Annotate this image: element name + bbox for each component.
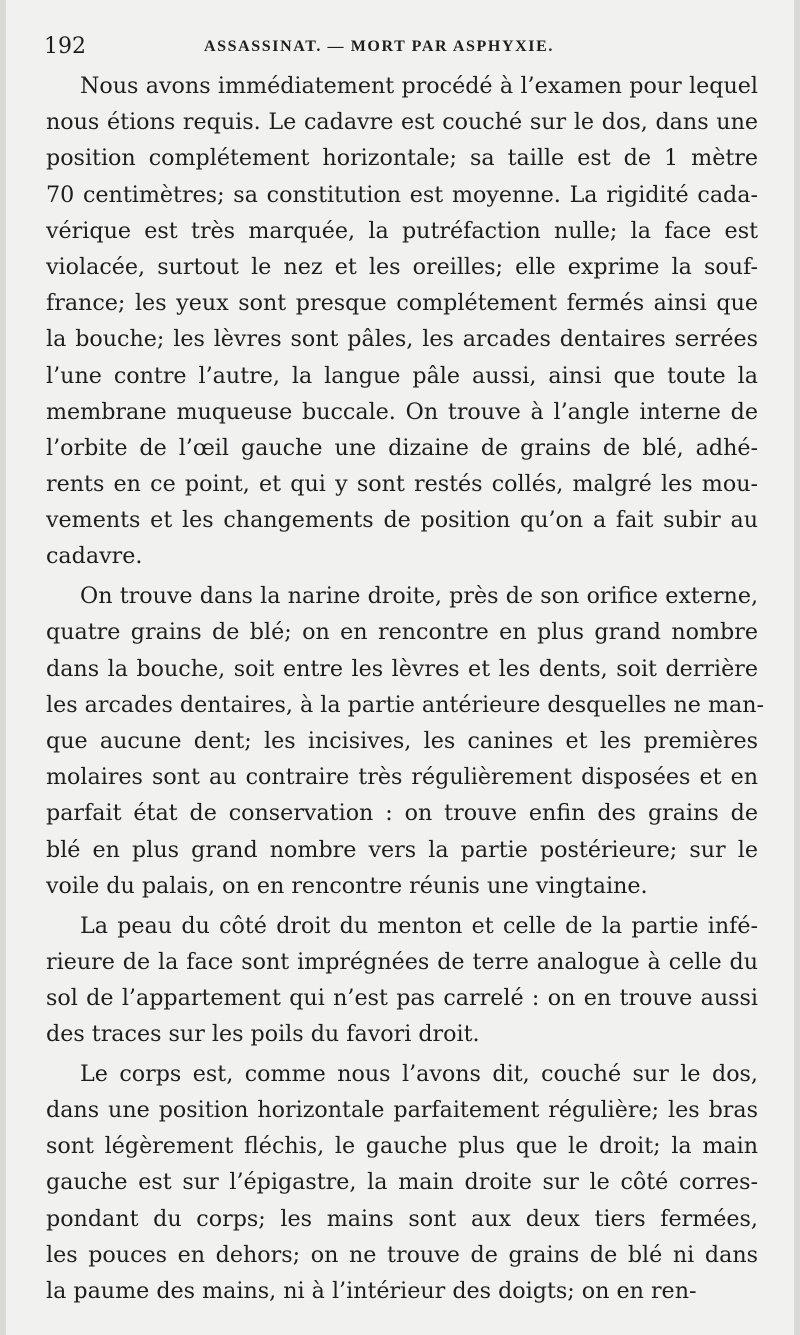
paragraph bbox=[46, 1056, 758, 1309]
text-line: voile du palais, on en rencontre réunis une vingtaine. bbox=[46, 872, 648, 899]
text-line: Nous avons immédiatement procédé à l’examen pour lequel bbox=[80, 73, 758, 99]
text-line: molaires sont au contraire très régulièrement disposées et en bbox=[46, 764, 758, 791]
text-line: parfait état de conservation : on trouve enfin des grains de bbox=[46, 800, 758, 827]
text-line: dans la bouche, soit entre les lèvres et les dents, soit derrière bbox=[46, 655, 758, 682]
text-line: rieure de la face sont imprégnées de terre analogue à celle du bbox=[46, 948, 758, 975]
page-number: 192 bbox=[44, 34, 86, 59]
text-line: sol de l’appartement qui n’est pas carrelé : on en trouve aussi bbox=[46, 984, 758, 1011]
text-line: france; les yeux sont presque complétement fermés ainsi que bbox=[46, 290, 758, 317]
page-header bbox=[44, 32, 754, 64]
text-line: position complétement horizontale; sa taille est de 1 mètre bbox=[46, 145, 758, 172]
text-line: l’orbite de l’œil gauche une dizaine de grains de blé, adhé- bbox=[46, 434, 758, 461]
text-line: gauche est sur l’épigastre, la main droite sur le côté corres- bbox=[46, 1169, 758, 1196]
text-line: membrane muqueuse buccale. On trouve à l’angle interne de bbox=[46, 398, 758, 425]
text-line: cadavre. bbox=[46, 543, 143, 570]
text-line: que aucune dent; les incisives, les canines et les premières bbox=[46, 727, 758, 754]
text-line: sont légèrement fléchis, le gauche plus que le droit; la main bbox=[46, 1133, 758, 1160]
text-line: On trouve dans la narine droite, près de son orifice externe, bbox=[80, 583, 758, 610]
body-text bbox=[46, 68, 765, 1309]
text-line: blé en plus grand nombre vers la partie postérieure; sur le bbox=[46, 836, 758, 863]
text-line: les arcades dentaires, à la partie antérieure desquelles ne man- bbox=[46, 691, 765, 718]
text-line: 70 centimètres; sa constitution est moyenne. La rigidité cada- bbox=[46, 181, 758, 208]
text-line: Le corps est, comme nous l’avons dit, couché sur le dos, bbox=[80, 1060, 758, 1087]
text-line: quatre grains de blé; on en rencontre en plus grand nombre bbox=[46, 619, 758, 646]
text-line: nous étions requis. Le cadavre est couché sur le dos, dans une bbox=[46, 109, 758, 136]
text-line: dans une position horizontale parfaitement régulière; les bras bbox=[46, 1097, 758, 1124]
paragraph bbox=[46, 578, 765, 904]
text-line: vérique est très marquée, la putréfaction nulle; la face est bbox=[46, 217, 758, 244]
paragraph bbox=[46, 68, 758, 575]
text-line: la paume des mains, ni à l’intérieur des doigts; on en ren- bbox=[46, 1277, 697, 1304]
text-line: La peau du côté droit du menton et celle de la partie infé- bbox=[80, 912, 758, 939]
text-line: vements et les changements de position qu’on a fait subir au bbox=[46, 507, 758, 534]
paragraph bbox=[46, 908, 758, 1053]
text-line: les pouces en dehors; on ne trouve de grains de blé ni dans bbox=[46, 1241, 758, 1268]
text-line: violacée, surtout le nez et les oreilles; elle exprime la souf- bbox=[46, 253, 758, 280]
text-line: des traces sur les poils du favori droit. bbox=[46, 1021, 480, 1048]
running-title: ASSASSINAT. — MORT PAR ASPHYXIE. bbox=[204, 38, 554, 55]
text-line: rents en ce point, et qui y sont restés collés, malgré les mou- bbox=[46, 471, 758, 498]
text-line: la bouche; les lèvres sont pâles, les arcades dentaires serrées bbox=[46, 326, 758, 353]
text-line: l’une contre l’autre, la langue pâle aussi, ainsi que toute la bbox=[46, 362, 758, 389]
text-line: pondant du corps; les mains sont aux deux tiers fermées, bbox=[46, 1205, 758, 1232]
